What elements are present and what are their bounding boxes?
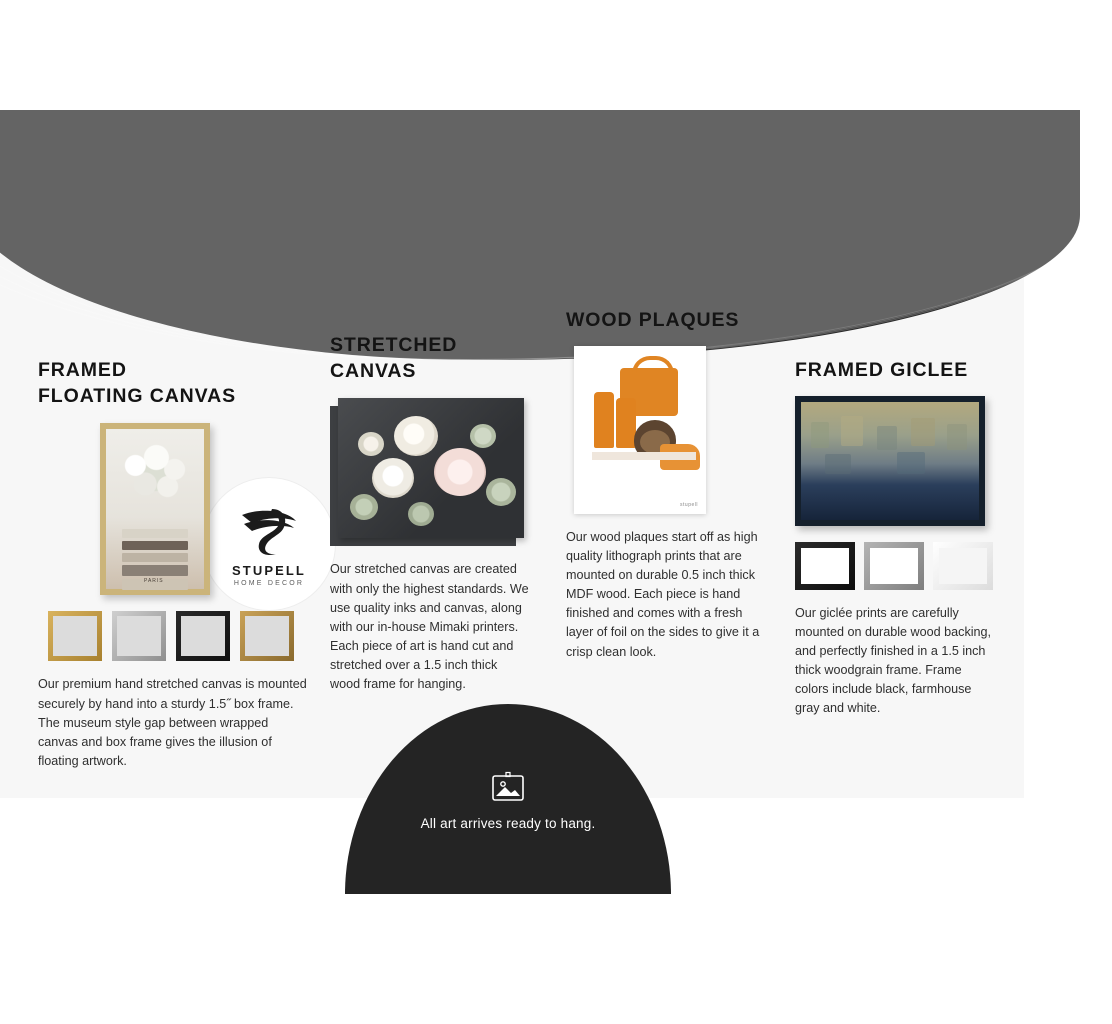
boot-right-illustration [616, 398, 636, 448]
wood-plaque-artwork: stupell [574, 346, 706, 514]
column-title [38, 358, 308, 409]
silver-frame-swatch[interactable] [112, 611, 166, 661]
bottom-dark-swoosh [345, 704, 671, 894]
boot-left-illustration [594, 392, 614, 448]
column-description: Our premium hand stretched canvas is mounted securely by hand into a sturdy 1.5˝ box frame. The museum style gap between wrapped canvas and box frame gives the illusion of floating artwork. [38, 677, 307, 769]
column-description: Our giclée prints are carefully mounted on durable wood backing, and perfectly finished in a 1.5 inch thick woodgrain frame. Frame colors include black, farmhouse gray and white. [795, 605, 992, 716]
column-title-line2: FLOATING CANVAS [38, 384, 237, 407]
column-title-line1: FRAMED GICLEE [795, 359, 969, 381]
swoosh-stripe-3 [0, 68, 1112, 360]
column-framed-giclee [795, 358, 995, 719]
gold-frame-swatch[interactable] [48, 611, 102, 661]
framed-floating-canvas-artwork [100, 423, 210, 595]
brand-tagline: HOME DECOR [233, 580, 305, 587]
column-title-line1: WOOD PLAQUES [566, 309, 740, 331]
book-stack-illustration: PARIS [122, 529, 188, 575]
giclee-frame-colors [795, 542, 995, 590]
black-frame-swatch[interactable] [176, 611, 230, 661]
white-frame-option[interactable] [933, 542, 993, 590]
framed-giclee-artwork [795, 396, 985, 526]
column-title [795, 358, 995, 384]
column-stretched-canvas [330, 333, 530, 694]
column-framed-floating-canvas [38, 358, 308, 771]
farmhouse-gray-frame-option[interactable] [864, 542, 924, 590]
brand-name: STUPELL [232, 563, 306, 578]
banner-panel [0, 228, 1024, 831]
column-title-line1: STRETCHED [330, 334, 458, 356]
framed-picture-icon [487, 772, 529, 806]
frame-color-swatches [48, 611, 308, 661]
column-description: Our stretched canvas are created with only the highest standards. We use quality inks and canvas, along with our in-house Mimaki printers. Each piece of art is hand cut and stretched over a 1.5 inch thick wood frame for hanging. [330, 562, 529, 692]
column-description: Our wood plaques start off as high quality lithograph prints that are mounted on durable 0.5 inch thick MDF wood. Each piece is hand finished and comes with a fresh layer of foil on the sides to give it a crisp clean look. [566, 529, 760, 659]
column-title-line2: CANVAS [330, 359, 417, 382]
bouquet-illustration [120, 443, 190, 509]
column-title [566, 308, 764, 334]
bronze-frame-swatch[interactable] [240, 611, 294, 661]
column-title-line1: FRAMED [38, 359, 127, 381]
giclee-print-image [801, 402, 979, 520]
column-title [330, 333, 530, 384]
canvas-front-face [338, 398, 524, 538]
ready-to-hang-label: All art arrives ready to hang. [420, 816, 596, 831]
black-frame-option[interactable] [795, 542, 855, 590]
column-wood-plaques [566, 308, 764, 662]
stretched-canvas-artwork [330, 398, 526, 546]
